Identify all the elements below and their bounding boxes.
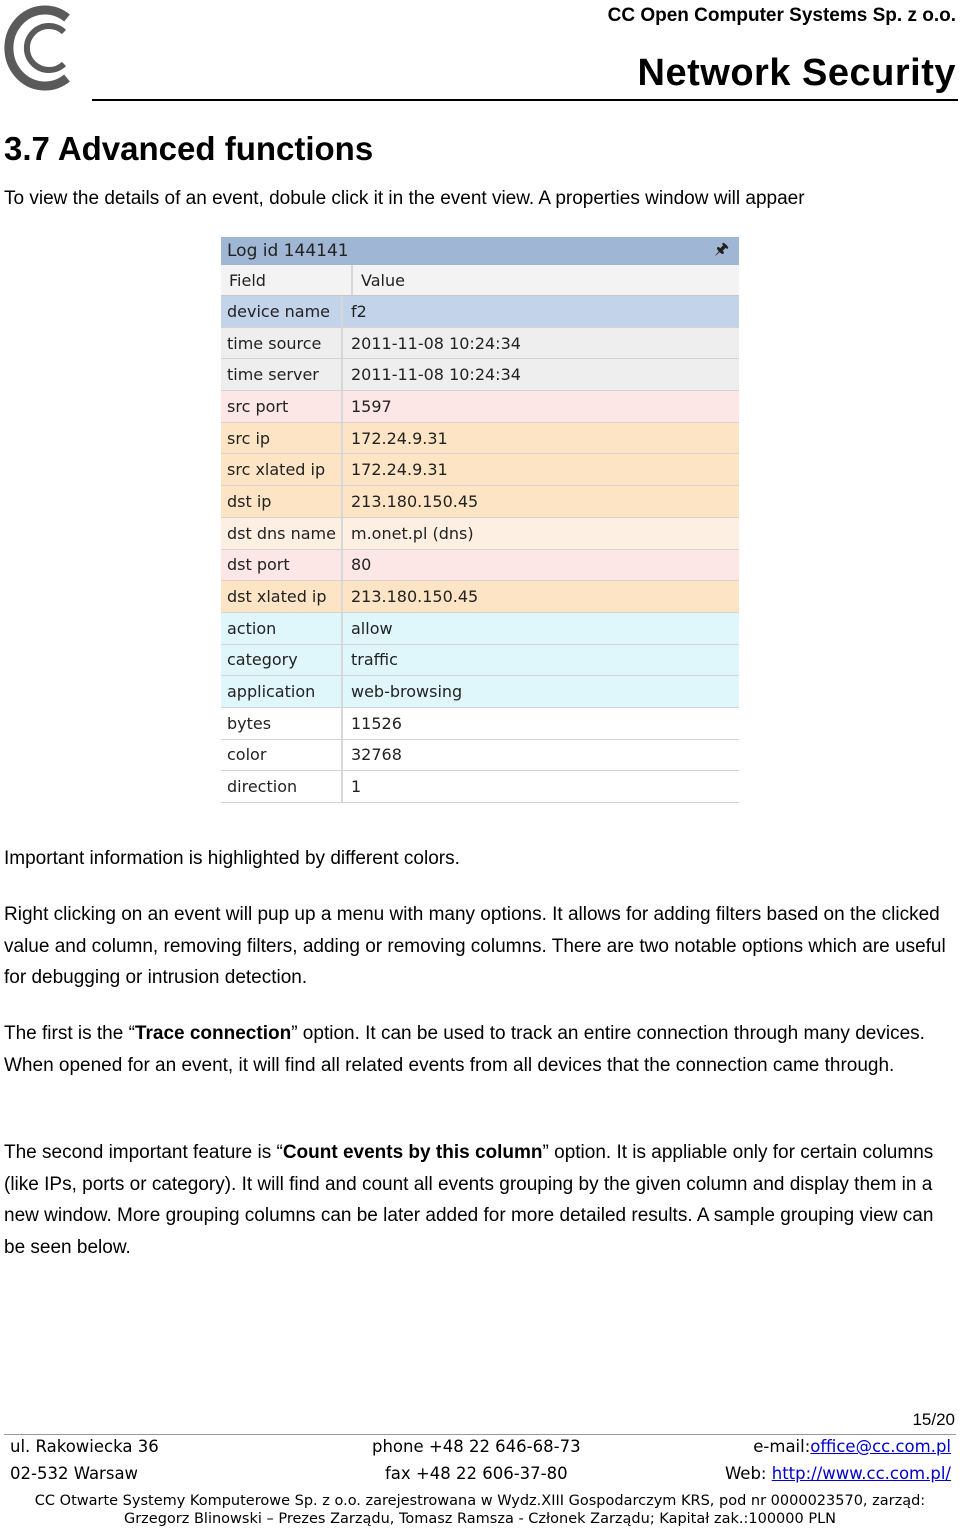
footer-street: ul. Rakowiecka 36 bbox=[10, 1437, 159, 1456]
property-row[interactable] bbox=[221, 581, 739, 613]
property-row[interactable] bbox=[221, 550, 739, 582]
property-value: 172.24.9.31 bbox=[351, 428, 448, 448]
column-field[interactable]: Field bbox=[221, 265, 353, 295]
property-value: web-browsing bbox=[351, 682, 463, 702]
company-logo bbox=[4, 4, 84, 92]
property-field: color bbox=[221, 740, 343, 771]
property-field: category bbox=[221, 645, 343, 676]
footer-registration-2: Grzegorz Blinowski – Prezes Zarządu, Tomasz Ramsza - Członek Zarządu; Kapitał zak.:100000 PLN bbox=[123, 1511, 836, 1527]
property-field: dst ip bbox=[221, 486, 343, 517]
property-field: src xlated ip bbox=[221, 454, 343, 485]
page-number: 15/20 bbox=[912, 1410, 955, 1429]
properties-column-header bbox=[221, 265, 739, 296]
property-field: dst dns name bbox=[221, 518, 343, 549]
property-value: 11526 bbox=[351, 713, 402, 733]
property-value: 80 bbox=[351, 555, 372, 575]
property-row[interactable] bbox=[221, 359, 739, 391]
property-row[interactable] bbox=[221, 518, 739, 550]
section-title: 3.7 Advanced functions bbox=[4, 130, 374, 167]
property-field: src ip bbox=[221, 423, 343, 454]
footer-web: Web: http://www.cc.com.pl/ bbox=[724, 1464, 951, 1483]
footer-divider bbox=[4, 1434, 956, 1435]
property-value: traffic bbox=[351, 650, 398, 670]
paragraph-count-events: The second important feature is “Count events by this column” option. It is appliable only for certain columns (like IPs, ports or category). It will find and count all events grouping by the given column and display them in a new window. More grouping columns can be later added for more detailed results. A sample grouping view can be seen below. bbox=[4, 1142, 934, 1258]
paragraph-trace-connection: The first is the “Trace connection” option. It can be used to track an entire connection through many devices. When opened for an event, it will find all related events from all devices that the connection came through. bbox=[4, 1023, 925, 1076]
paragraph-right-click: Right clicking on an event will pup up a menu with many options. It allows for adding filters based on the clicked value and column, removing filters, adding or removing columns. There are two notable options which are useful for debugging or intrusion detection. bbox=[4, 904, 946, 989]
count-events-term: Count events by this column bbox=[282, 1142, 543, 1163]
property-row[interactable] bbox=[221, 613, 739, 645]
property-value: 213.180.150.45 bbox=[351, 587, 479, 607]
property-value: 1597 bbox=[351, 396, 392, 416]
email-link[interactable]: office@cc.com.pl bbox=[810, 1437, 951, 1456]
property-value: f2 bbox=[351, 301, 367, 321]
intro-text: To view the details of an event, dobule click it in the event view. A properties window will appaer bbox=[4, 188, 805, 209]
paragraph-colors: Important information is highlighted by different colors. bbox=[4, 848, 460, 869]
property-value: 213.180.150.45 bbox=[351, 491, 479, 511]
product-title: Network Security bbox=[637, 52, 956, 94]
properties-title-bar bbox=[221, 237, 739, 265]
property-field: src port bbox=[221, 391, 343, 422]
property-field: direction bbox=[221, 771, 343, 802]
property-row[interactable] bbox=[221, 296, 739, 328]
property-field: action bbox=[221, 613, 343, 644]
property-value: 172.24.9.31 bbox=[351, 460, 448, 480]
web-link[interactable]: http://www.cc.com.pl/ bbox=[771, 1464, 951, 1483]
footer-fax: fax +48 22 606-37-80 bbox=[385, 1464, 568, 1483]
property-value: m.onet.pl (dns) bbox=[351, 523, 474, 543]
property-value: 32768 bbox=[351, 745, 402, 765]
property-row[interactable] bbox=[221, 708, 739, 740]
pin-icon[interactable]: 🖈 bbox=[714, 238, 729, 258]
property-row[interactable] bbox=[221, 391, 739, 423]
column-value[interactable]: Value bbox=[361, 270, 405, 290]
property-field: bytes bbox=[221, 708, 343, 739]
property-row[interactable] bbox=[221, 740, 739, 772]
property-row[interactable] bbox=[221, 454, 739, 486]
footer-registration-1: CC Otwarte Systemy Komputerowe Sp. z o.o. zarejestrowana w Wydz.XIII Gospodarczym KRS, pod nr 0000023570, zarząd: bbox=[34, 1493, 926, 1509]
properties-title: Log id 144141 bbox=[227, 241, 349, 261]
property-field: dst xlated ip bbox=[221, 581, 343, 612]
property-row[interactable] bbox=[221, 676, 739, 708]
footer-city: 02-532 Warsaw bbox=[10, 1464, 139, 1483]
property-field: time source bbox=[221, 328, 343, 359]
property-value: 2011-11-08 10:24:34 bbox=[351, 333, 521, 353]
property-value: 1 bbox=[351, 777, 362, 797]
property-row[interactable] bbox=[221, 771, 739, 803]
trace-connection-term: Trace connection bbox=[134, 1023, 292, 1044]
property-row[interactable] bbox=[221, 328, 739, 360]
company-name: CC Open Computer Systems Sp. z o.o. bbox=[607, 5, 956, 26]
property-row[interactable] bbox=[221, 486, 739, 518]
property-row[interactable] bbox=[221, 423, 739, 455]
property-field: dst port bbox=[221, 550, 343, 581]
property-value: 2011-11-08 10:24:34 bbox=[351, 365, 521, 385]
properties-window bbox=[221, 237, 739, 797]
header-divider bbox=[92, 99, 958, 101]
property-field: application bbox=[221, 676, 343, 707]
footer-email: e-mail:office@cc.com.pl bbox=[753, 1437, 951, 1456]
footer-phone: phone +48 22 646-68-73 bbox=[372, 1437, 581, 1456]
property-field: device name bbox=[221, 296, 343, 327]
property-row[interactable] bbox=[221, 645, 739, 677]
properties-rows bbox=[221, 296, 739, 803]
property-field: time server bbox=[221, 359, 343, 390]
property-value: allow bbox=[351, 618, 393, 638]
